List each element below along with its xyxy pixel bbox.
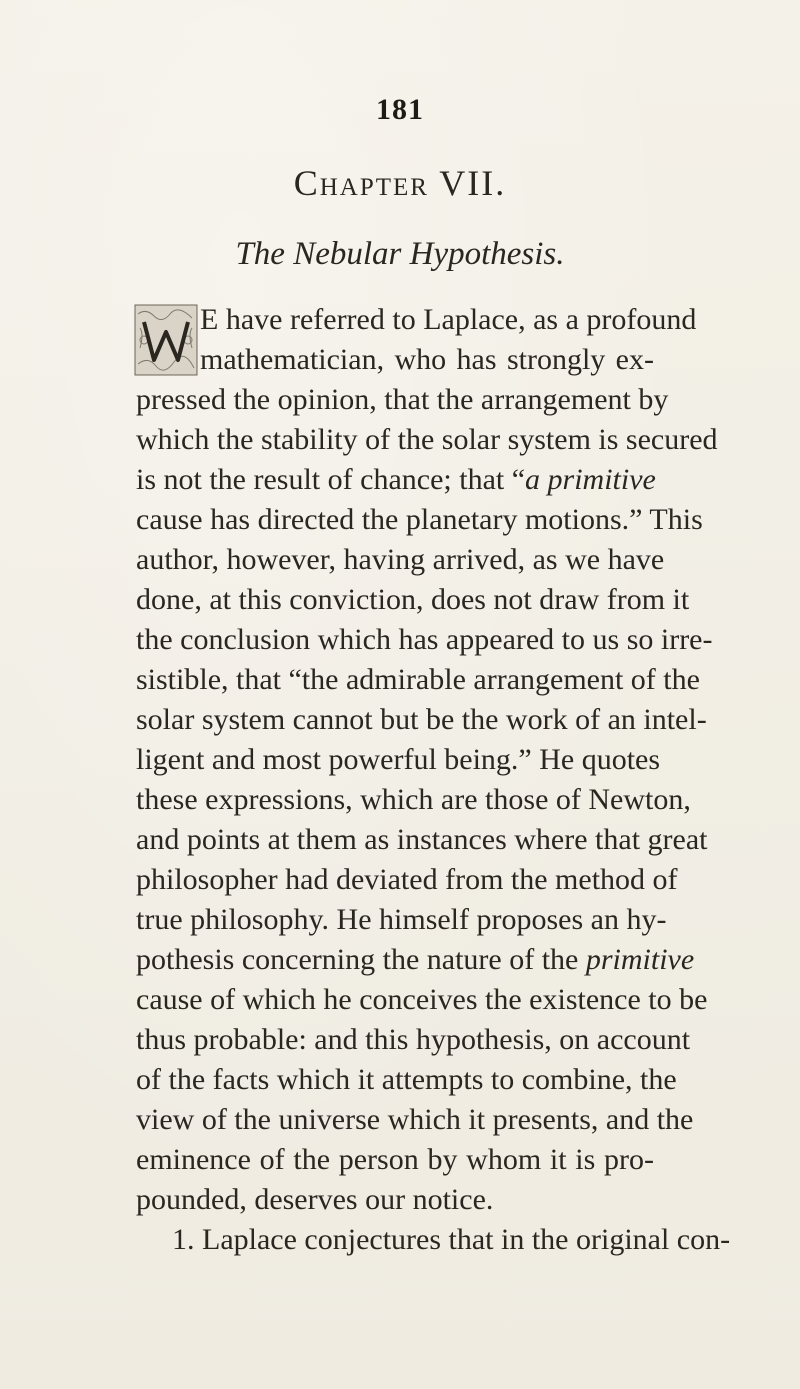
text-line-12: ligent and most powerful being.” He quotes [136,743,661,776]
text-line-4: which the stability of the solar system is secured [136,423,718,456]
text-line-7: author, however, having arrived, as we have [136,543,665,576]
text-line-18: cause of which he conceives the existence to be [136,983,708,1016]
text-line-6: cause has directed the planetary motions.” This [136,503,703,536]
page-number: 181 [376,93,424,126]
text-line-5: is not the result of chance; that “a primitive [136,463,656,496]
chapter-title: The Nebular Hypothesis. [235,236,565,272]
text-line-17: pothesis concerning the nature of the primitive [136,943,695,976]
text-line-21: view of the universe which it presents, and the [136,1103,694,1136]
body-text [136,300,731,1260]
chapter-heading: Chapter VII. [293,163,507,203]
text-line-20: of the facts which it attempts to combine, the [136,1063,677,1096]
ornamental-initial-w-icon [134,304,198,376]
text-line-19: thus probable: and this hypothesis, on account [136,1023,691,1056]
text-line-9: the conclusion which has appeared to us so irre- [136,623,713,656]
text-line-3: pressed the opinion, that the arrangement by [136,383,669,416]
text-line-10: sistible, that “the admirable arrangement of the [136,663,700,696]
text-line-24: 1. Laplace conjectures that in the original con- [172,1223,731,1256]
text-line-1: E have referred to Laplace, as a profound [200,303,697,336]
text-line-8: done, at this conviction, does not draw from it [136,583,690,616]
dropcap-row [136,300,697,380]
text-line-16: true philosophy. He himself proposes an hy- [136,903,667,936]
text-line-22: eminence of the person by whom it is pro- [136,1143,654,1176]
text-line-23: pounded, deserves our notice. [136,1183,494,1216]
text-line-13: these expressions, which are those of Newton, [136,783,691,816]
text-line-11: solar system cannot but be the work of an intel- [136,703,707,736]
text-line-14: and points at them as instances where that great [136,823,708,856]
text-line-15: philosopher had deviated from the method of [136,863,678,896]
text-line-2: mathematician, who has strongly ex- [200,343,654,376]
